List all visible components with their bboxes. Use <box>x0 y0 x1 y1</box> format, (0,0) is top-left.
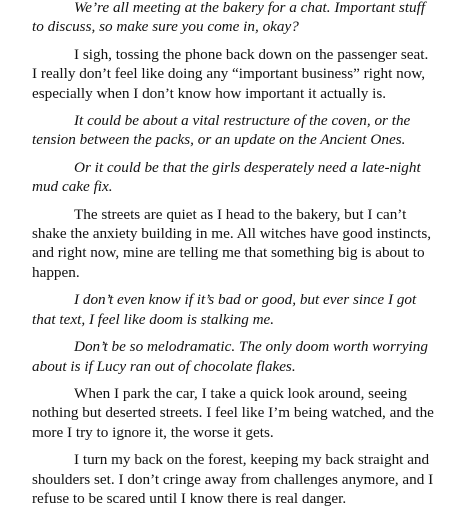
paragraph-thought-coven: It could be about a vital restructure of the coven, or the tension between the packs, or an update on the Ancient Ones. <box>32 112 411 149</box>
paragraph-park-car: When I park the car, I take a quick look around, seeing nothing but deserted streets. I feel like I’m being watched, and the more I try to ignore it, the worse it gets. <box>32 384 434 441</box>
paragraph-thought-melodramatic: Don’t be so melodramatic. The only doom worth worrying about is if Lucy ran out of chocolate flakes. <box>32 338 428 375</box>
paragraph-thought-doom: I don’t even know if it’s bad or good, but ever since I got that text, I feel like doom is stalking me. <box>32 291 417 328</box>
paragraph-forest: I turn my back on the forest, keeping my back straight and shoulders set. I don’t cringe away from challenges anymore, and I refuse to be scared until I know there is real danger. <box>32 451 434 507</box>
paragraph-sigh: I sigh, tossing the phone back down on the passenger seat. I really don’t feel like doing any “important business” right now, especially when I don’t know how important it actually is. <box>32 45 429 102</box>
paragraph-text-message: We’re all meeting at the bakery for a chat. Important stuff to discuss, so make sure you come in, okay? <box>32 0 426 36</box>
paragraph-thought-mud-cake: Or it could be that the girls desperately need a late-night mud cake fix. <box>32 158 421 196</box>
paragraph-streets-quiet: The streets are quiet as I head to the bakery, but I can’t shake the anxiety building in me. All witches have good instincts, and right now, mine are telling me that something big is about to happen. <box>32 205 432 281</box>
